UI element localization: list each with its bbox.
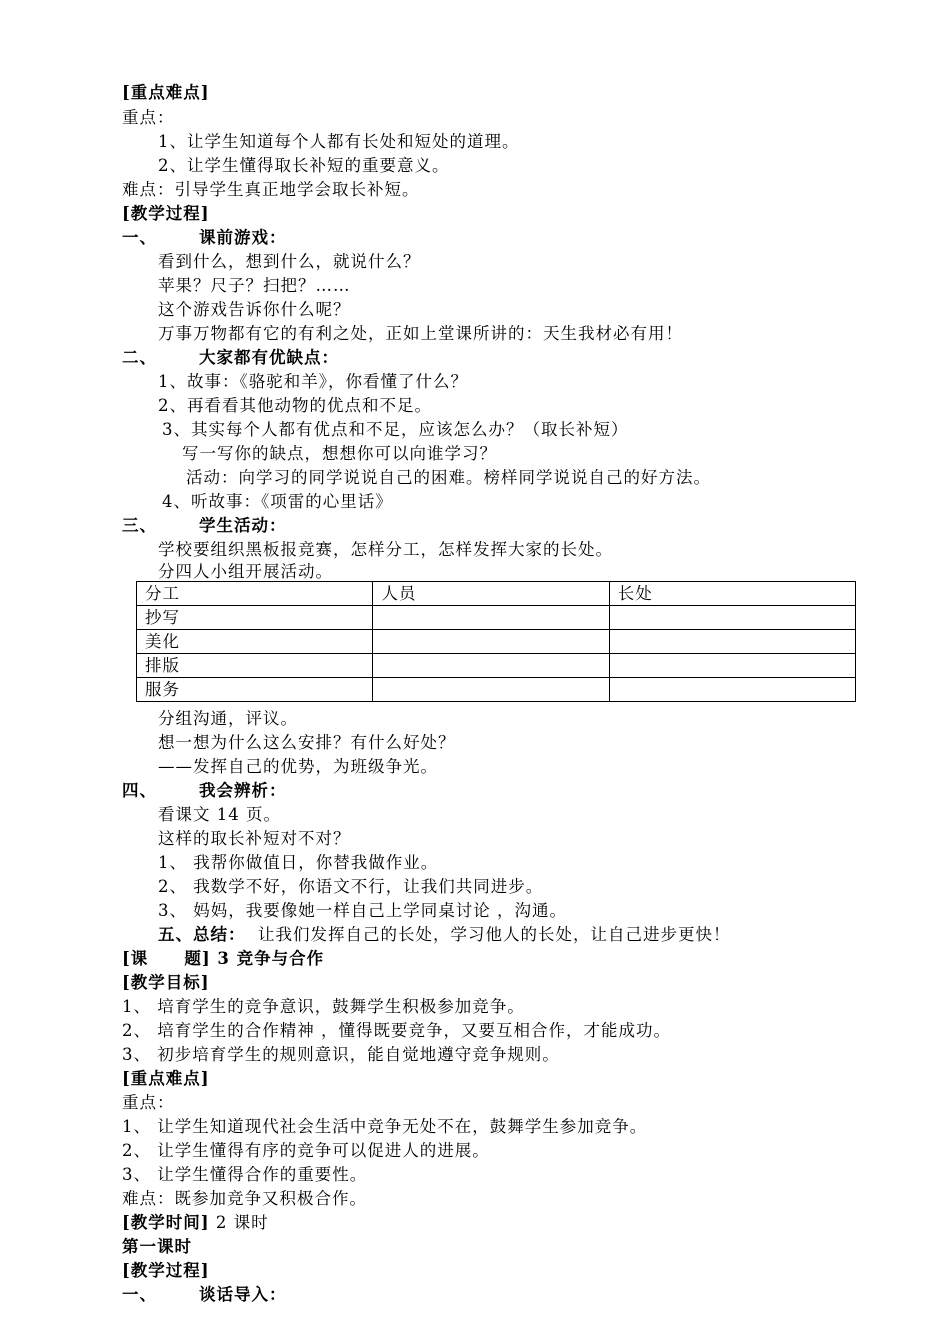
division-table — [136, 581, 856, 702]
summary-title: 五、总结： — [158, 925, 246, 944]
section-2-heading — [122, 346, 339, 370]
section-4-heading — [122, 779, 287, 803]
paragraph-line: 3、其实每个人都有优点和不足，应该怎么办？（取长补短） — [162, 420, 629, 439]
key-point-item: 2、 让学生懂得有序的竞争可以促进人的进展。 — [122, 1141, 490, 1160]
teaching-time-value: 2 课时 — [215, 1213, 269, 1232]
heading-process-2: [教学过程] — [122, 1261, 210, 1280]
paragraph-line: 这样的取长补短对不对？ — [158, 829, 351, 848]
paragraph-line: 活动：向学习的同学说说自己的困难。榜样同学说说自己的好方法。 — [186, 468, 711, 487]
heading-key-points-2: [重点难点] — [122, 1069, 210, 1088]
table-row — [137, 678, 856, 702]
section-number: 一、 — [122, 228, 157, 247]
section-title: 谈话导入： — [199, 1285, 287, 1304]
goal-item: 3、 初步培育学生的规则意识，能自觉地遵守竞争规则。 — [122, 1045, 560, 1064]
table-cell — [373, 630, 609, 654]
heading-process: [教学过程] — [122, 204, 210, 223]
table-cell — [609, 654, 855, 678]
section-title: 我会辨析： — [199, 781, 287, 800]
paragraph-line: 2、再看看其他动物的优点和不足。 — [158, 396, 432, 415]
table-cell — [373, 654, 609, 678]
key-label-2: 重点： — [122, 1093, 175, 1112]
section-number: 一、 — [122, 1285, 157, 1304]
table-row — [137, 630, 856, 654]
section-number: 四、 — [122, 781, 157, 800]
section-number: 三、 — [122, 516, 157, 535]
section-1-heading — [122, 226, 287, 250]
section-talk-heading — [122, 1283, 287, 1307]
paragraph-line: 这个游戏告诉你什么呢？ — [158, 300, 351, 319]
key-point-1: 1、让学生知道每个人都有长处和短处的道理。 — [158, 132, 520, 151]
table-cell: 服务 — [137, 678, 373, 702]
paragraph-line: 1、故事：《骆驼和羊》，你看懂了什么？ — [158, 372, 468, 391]
paragraph-line: 看课文 14 页。 — [158, 805, 281, 824]
table-cell: 抄写 — [137, 606, 373, 630]
key-point-2: 2、让学生懂得取长补短的重要意义。 — [158, 156, 450, 175]
paragraph-line: 想一想为什么这么安排？有什么好处？ — [158, 733, 456, 752]
section-title: 大家都有优缺点： — [199, 348, 339, 367]
paragraph-line: 1、 我帮你做值日，你替我做作业。 — [158, 853, 439, 872]
goal-item: 1、 培育学生的竞争意识，鼓舞学生积极参加竞争。 — [122, 997, 525, 1016]
topic-label-b: 题] 3 竞争与合作 — [184, 949, 325, 968]
teaching-time-heading: [教学时间] — [122, 1213, 210, 1232]
table-cell — [609, 630, 855, 654]
paragraph-line: ——发挥自己的优势，为班级争光。 — [158, 757, 438, 776]
key-point-item: 3、 让学生懂得合作的重要性。 — [122, 1165, 368, 1184]
table-header-cell: 人员 — [373, 582, 609, 606]
paragraph-line: 3、 妈妈，我要像她一样自己上学同桌讨论 ，沟通。 — [158, 901, 567, 920]
table-cell — [609, 678, 855, 702]
table-cell — [609, 606, 855, 630]
goal-item: 2、 培育学生的合作精神 ，懂得既要竞争，又要互相合作，才能成功。 — [122, 1021, 671, 1040]
summary-line — [158, 923, 731, 947]
section-title: 课前游戏： — [199, 228, 287, 247]
key-point-item: 1、 让学生知道现代社会生活中竞争无处不在，鼓舞学生参加竞争。 — [122, 1117, 648, 1136]
topic-line — [122, 947, 324, 971]
paragraph-line: 分四人小组开展活动。 — [158, 562, 333, 581]
paragraph-line: 写一写你的缺点，想想你可以向谁学习？ — [182, 444, 497, 463]
section-3-heading — [122, 514, 287, 538]
difficulty-line: 难点：引导学生真正地学会取长补短。 — [122, 180, 420, 199]
paragraph-line: 2、 我数学不好，你语文不行，让我们共同进步。 — [158, 877, 544, 896]
summary-text: 让我们发挥自己的长处，学习他人的长处，让自己进步更快！ — [258, 925, 731, 944]
table-header-row — [137, 582, 856, 606]
section-number: 二、 — [122, 348, 157, 367]
table-row — [137, 654, 856, 678]
difficulty-line-2: 难点：既参加竞争又积极合作。 — [122, 1189, 367, 1208]
paragraph-line: 万事万物都有它的有利之处，正如上堂课所讲的：天生我材必有用！ — [158, 324, 683, 343]
paragraph-line: 看到什么，想到什么，就说什么？ — [158, 252, 421, 271]
table-header-cell: 长处 — [609, 582, 855, 606]
paragraph-line: 苹果？尺子？扫把？…… — [158, 276, 351, 295]
topic-label-a: [课 — [122, 949, 149, 968]
table-cell — [373, 678, 609, 702]
table-row — [137, 606, 856, 630]
paragraph-line: 学校要组织黑板报竞赛，怎样分工，怎样发挥大家的长处。 — [158, 540, 613, 559]
paragraph-line: 4、听故事：《项雷的心里话》 — [162, 492, 393, 511]
heading-goals: [教学目标] — [122, 973, 210, 992]
table-cell: 美化 — [137, 630, 373, 654]
teaching-time-line — [122, 1211, 269, 1235]
table-cell: 排版 — [137, 654, 373, 678]
table-header-cell: 分工 — [137, 582, 373, 606]
table-cell — [373, 606, 609, 630]
key-label: 重点： — [122, 108, 175, 127]
heading-key-points: [重点难点] — [122, 83, 210, 102]
lesson-one-heading: 第一课时 — [122, 1237, 192, 1256]
paragraph-line: 分组沟通，评议。 — [158, 709, 298, 728]
section-title: 学生活动： — [199, 516, 287, 535]
